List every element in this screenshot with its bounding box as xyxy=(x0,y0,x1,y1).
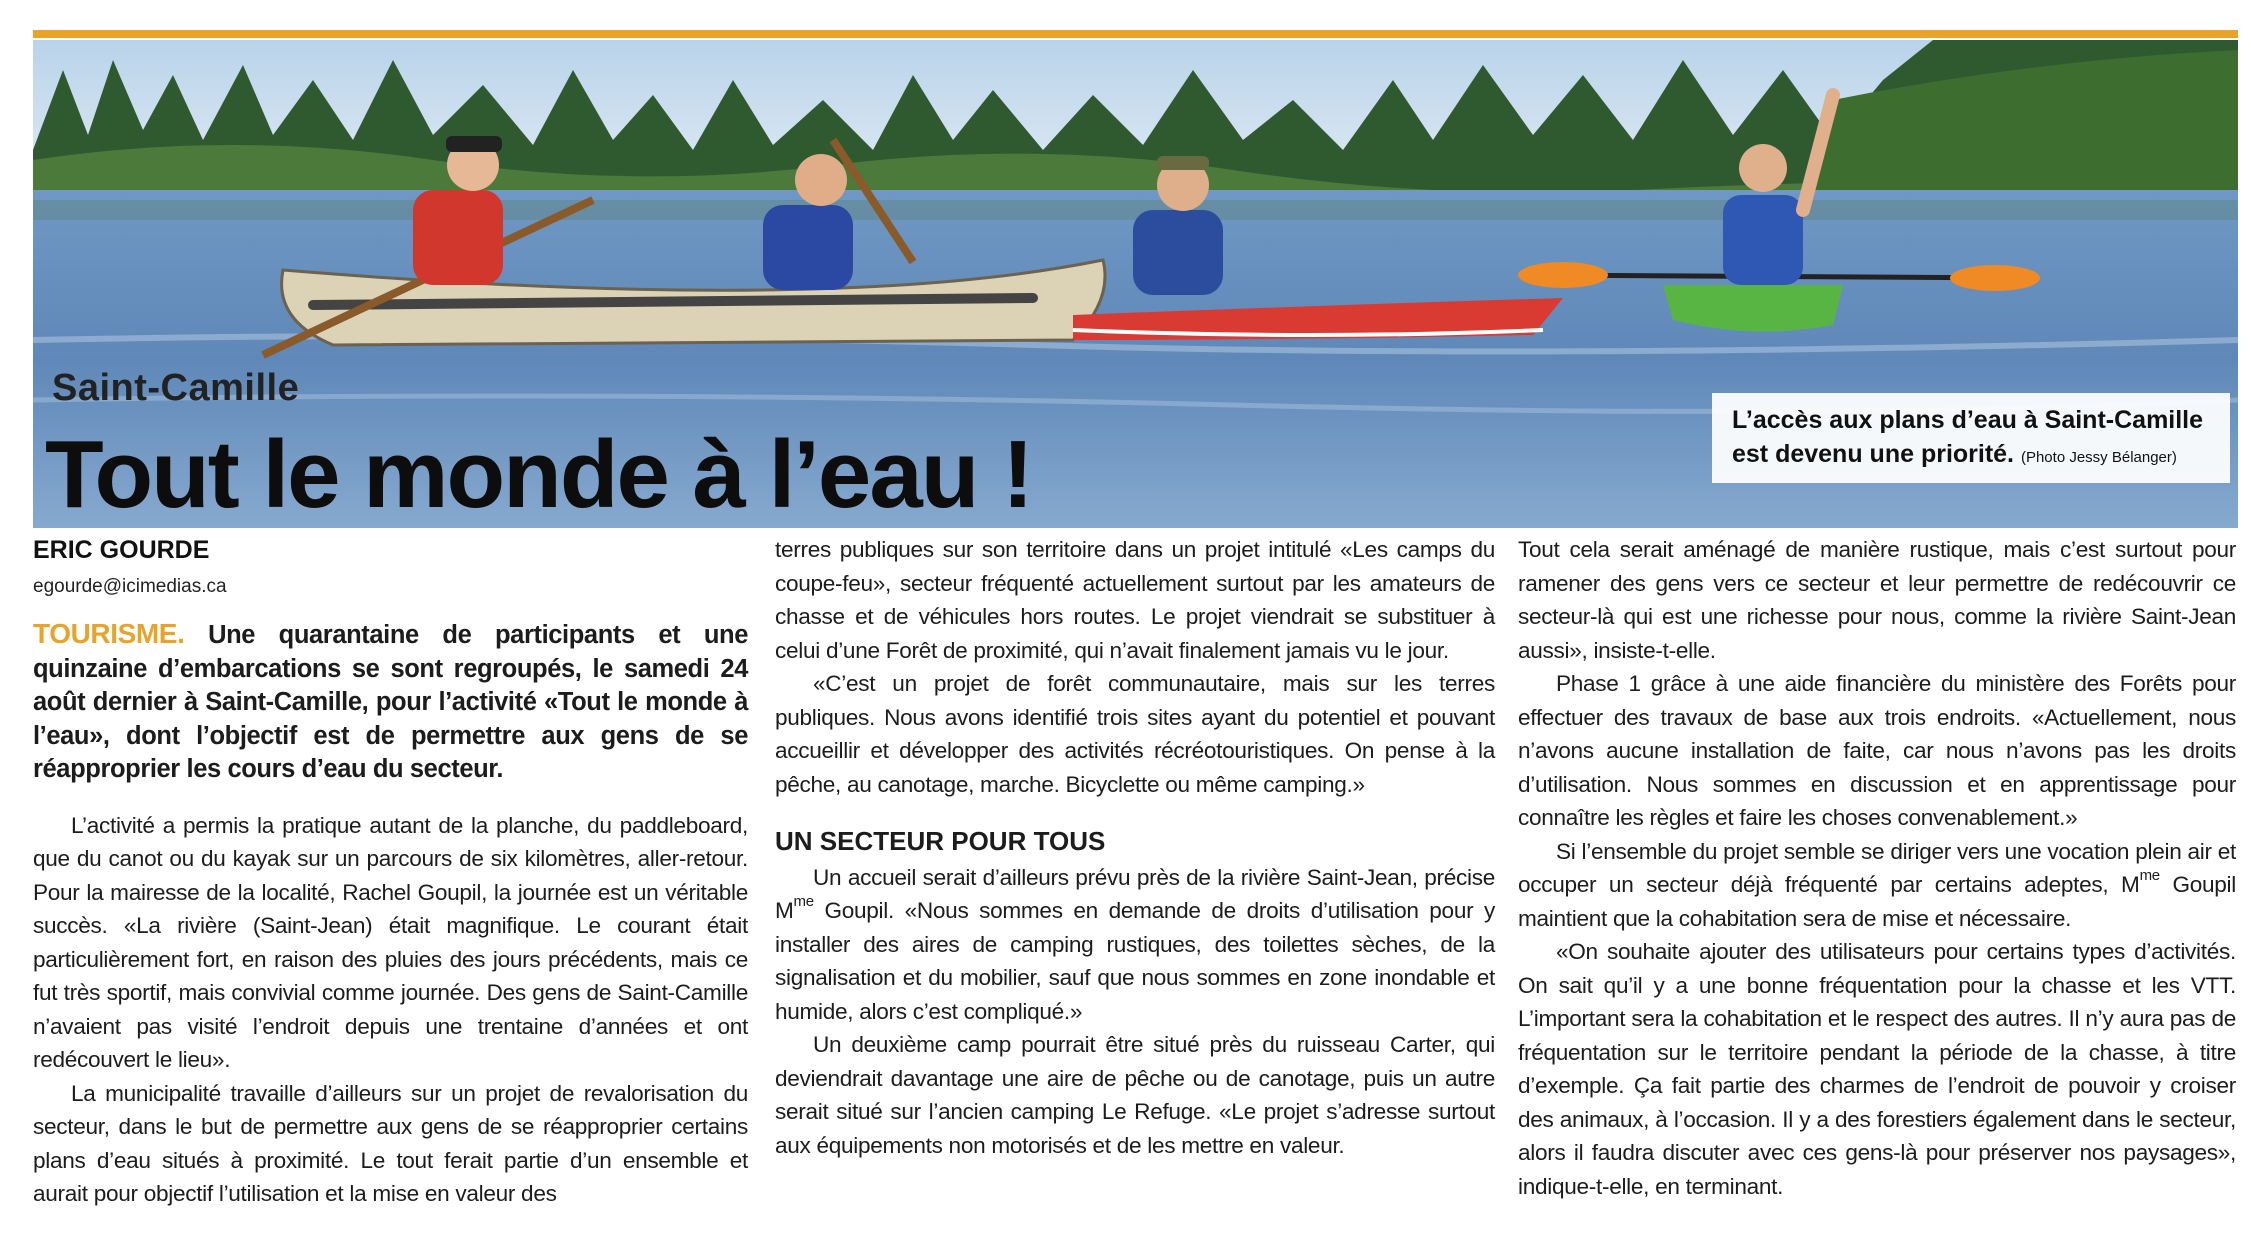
superscript: me xyxy=(793,893,814,910)
article-column-1 xyxy=(33,617,748,1211)
locality-label: Saint-Camille xyxy=(52,367,300,409)
top-accent-rule xyxy=(33,30,2238,38)
lead-text: Une quarantaine de participants et une quinzaine d’embarcations se sont regroupés, le samedi 24 août dernier à Saint-Camille, pour l’activité «Tout le monde à l’eau», dont l’objectif est de permettre aux gens de se réapproprier les cours d’eau du secteur. xyxy=(33,621,748,783)
body-paragraph: La municipalité travaille d’ailleurs sur un projet de revalorisation du secteur, dans le but de permettre aux gens de se réapproprier certains plans d’eau situés à proximité. Le tout ferait partie d’un ensemble et aurait pour objectif l’utilisation et la mise en valeur des xyxy=(33,1080,748,1206)
body-paragraph: Un deuxième camp pourrait être situé près du ruisseau Carter, qui deviendrait davantage une aire de pêche ou de canotage, puis un autre serait situé sur l’ancien camping Le Refuge. «Le projet s’adresse surtout aux équipements non motorisés et de les mettre en valeur. xyxy=(775,1032,1495,1158)
lead-kicker: TOURISME. xyxy=(33,618,185,649)
article-column-2 xyxy=(775,533,1495,1162)
body-paragraph: «On souhaite ajouter des utilisateurs pour certains types d’activités. On sait qu’il y a une bonne fréquentation pour la chasse et les VTT. L’important sera la cohabitation et le respect des autres. Il n’y aura pas de fréquentation sur le territoire pendant la période de la chasse, à titre d’exemple. Ça fait partie des charmes de l’endroit de pouvoir y croiser des animaux, à l’occasion. Il y a des forestiers également dans le secteur, alors il faudra discuter avec ces gens-là pour préserver nos paysages», indique-t-elle, en terminant. xyxy=(1518,939,2236,1199)
body-paragraph: Phase 1 grâce à une aide financière du ministère des Forêts pour effectuer des travaux de base aux trois endroits. «Actuellement, nous n’avons aucune installation de faite, car nous n’avons pas les droits d’utilisation. Nous sommes en discussion et en apprentissage pour connaître les règles et faire les choses convenablement.» xyxy=(1518,671,2236,830)
byline-author: ERIC GOURDE xyxy=(33,536,210,564)
body-paragraph xyxy=(775,861,1495,1029)
body-text: Goupil. «Nous sommes en demande de droits d’utilisation pour y installer des aires de camping rustiques, des toilettes sèches, de la signalisation et du mobilier, sauf que nous sommes en zone inondable et humide, alors c’est compliqué.» xyxy=(775,898,1495,1024)
body-paragraph xyxy=(1518,835,2236,936)
body-paragraph: Tout cela serait aménagé de manière rustique, mais c’est surtout pour ramener des gens vers ce secteur et leur permettre de redécouvrir ce secteur-là qui est une richesse pour nous, comme la rivière Saint-Jean aussi», insiste-t-elle. xyxy=(1518,537,2236,663)
body-text: Goupil maintient que la cohabitation sera de mise et nécessaire. xyxy=(1518,872,2236,931)
headline: Tout le monde à l’eau ! xyxy=(45,421,1032,528)
body-paragraph: «C’est un projet de forêt communautaire, mais sur les terres publiques. Nous avons identifié trois sites ayant du potentiel et pouvant accueillir et développer des activités récréotouristiques. On pense à la pêche, au canotage, marche. Bicyclette ou même camping.» xyxy=(775,671,1495,797)
section-subhead: UN SECTEUR POUR TOUS xyxy=(775,826,1106,856)
superscript: me xyxy=(2139,867,2160,884)
body-text: Si l’ensemble du projet semble se diriger vers une vocation plein air et occuper un secteur déjà fréquenté par certains adeptes, M xyxy=(1518,838,2236,897)
photo-caption xyxy=(1712,393,2230,483)
article-column-3 xyxy=(1518,533,2236,1203)
lead-paragraph xyxy=(33,617,748,787)
body-paragraph: terres publiques sur son territoire dans un projet intitulé «Les camps du coupe-feu», secteur fréquenté actuellement surtout par les amateurs de chasse et de véhicules hors routes. Le projet viendrait se substituer à celui d’une Forêt de proximité, qui n’avait finalement jamais vu le jour. xyxy=(775,537,1495,663)
body-paragraph: L’activité a permis la pratique autant de la planche, du paddleboard, que du canot ou du kayak sur un parcours de six kilomètres, aller-retour. Pour la mairesse de la localité, Rachel Goupil, la journée est un véritable succès. «La rivière (Saint-Jean) était magnifique. Le courant était particulièrement fort, en raison des pluies des jours précédents, mais ce fut très sportif, mais convivial comme journée. Des gens de Saint-Camille n’avaient pas visité l’endroit depuis une trentaine d’années et ont redécouvert le lieu». xyxy=(33,812,748,1072)
byline-email[interactable]: egourde@icimedias.ca xyxy=(33,576,227,597)
body-text: Un accueil serait d’ailleurs prévu près de la rivière Saint-Jean, précise M xyxy=(775,864,1495,923)
caption-credit: (Photo Jessy Bélanger) xyxy=(2020,449,2177,466)
caption-main: L’accès aux plans d’eau à Saint-Camille est devenu une priorité. xyxy=(1732,406,2204,468)
